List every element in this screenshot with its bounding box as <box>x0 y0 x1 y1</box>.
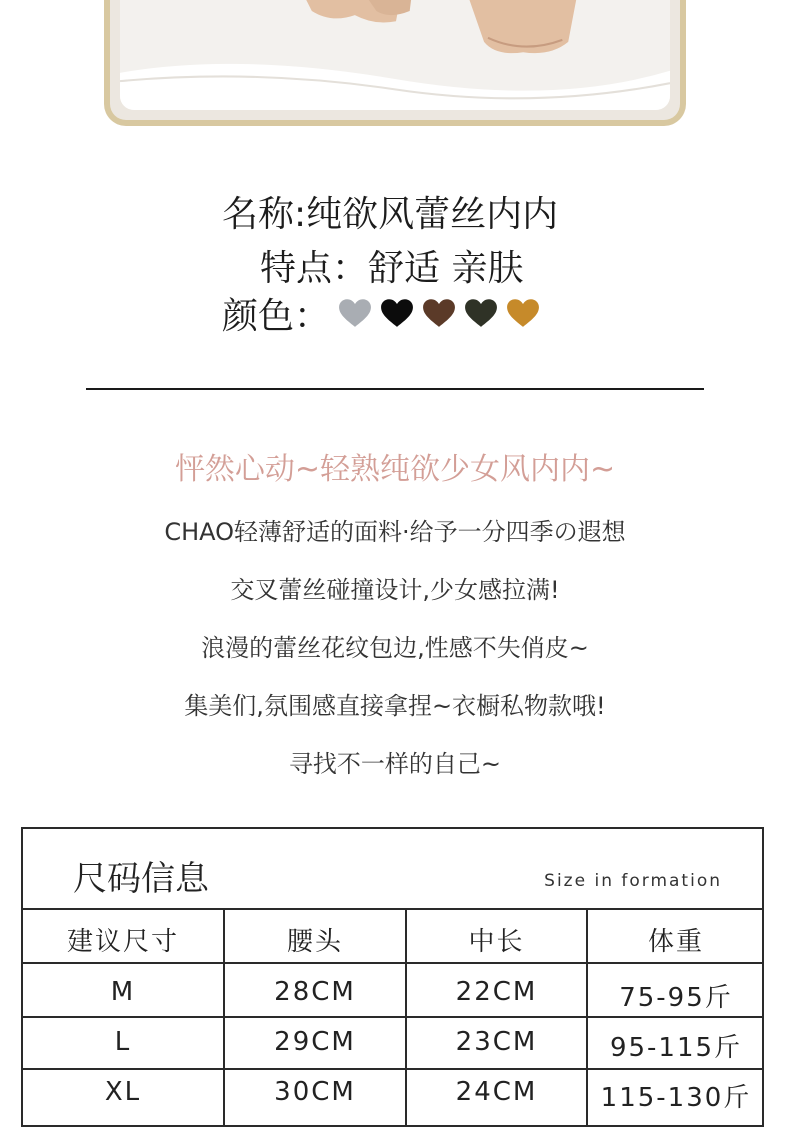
product-photo-frame <box>104 0 686 126</box>
color-swatch-heart-icon <box>338 298 372 328</box>
color-swatches <box>330 298 540 328</box>
table-cell: 30CM <box>274 1077 356 1107</box>
product-name: 名称:纯欲风蕾丝内内 <box>222 194 559 235</box>
table-cell: 24CM <box>455 1077 538 1107</box>
table-cell: 75-95斤 <box>619 983 733 1013</box>
table-header: 中长 <box>468 927 525 957</box>
product-features: 特点：舒适 亲肤 <box>260 248 524 289</box>
color-options <box>222 290 540 336</box>
description-line-3: 浪漫的蕾丝花纹包边,性感不失俏皮~ <box>201 634 589 662</box>
color-swatch-heart-icon <box>380 298 414 328</box>
table-cell: 23CM <box>455 1027 538 1057</box>
table-cell: 22CM <box>455 977 538 1007</box>
table-cell: XL <box>104 1077 142 1107</box>
description-line-1: CHAO轻薄舒适的面料·给予一分四季の遐想 <box>164 518 626 546</box>
size-table-title: 尺码信息 <box>73 859 209 899</box>
color-swatch-heart-icon <box>506 298 540 328</box>
color-swatch-heart-icon <box>464 298 498 328</box>
section-divider <box>86 388 704 390</box>
table-cell: M <box>110 977 136 1007</box>
table-divider <box>23 1068 762 1070</box>
table-header: 腰头 <box>286 927 343 957</box>
table-cell: 29CM <box>274 1027 356 1057</box>
tagline: 怦然心动~轻熟纯欲少女风内内~ <box>174 452 616 487</box>
table-divider <box>23 908 762 910</box>
color-swatch-heart-icon <box>422 298 456 328</box>
table-cell: L <box>114 1027 132 1057</box>
table-cell: 95-115斤 <box>609 1033 743 1063</box>
table-header: 建议尺寸 <box>66 927 179 957</box>
size-table-subtitle: Size in formation <box>544 871 722 891</box>
table-divider <box>23 1016 762 1018</box>
color-label: 颜色： <box>222 295 331 337</box>
description-line-2: 交叉蕾丝碰撞设计,少女感拉满! <box>230 576 560 604</box>
description-line-4: 集美们,氛围感直接拿捏~衣橱私物款哦! <box>184 692 606 720</box>
table-divider <box>23 962 762 964</box>
size-table <box>21 827 764 1127</box>
product-photo <box>120 0 670 110</box>
product-photo-image <box>120 0 670 110</box>
table-header: 体重 <box>647 927 704 957</box>
table-cell: 28CM <box>274 977 356 1007</box>
description-line-5: 寻找不一样的自己~ <box>288 750 502 778</box>
table-cell: 115-130斤 <box>600 1083 752 1113</box>
